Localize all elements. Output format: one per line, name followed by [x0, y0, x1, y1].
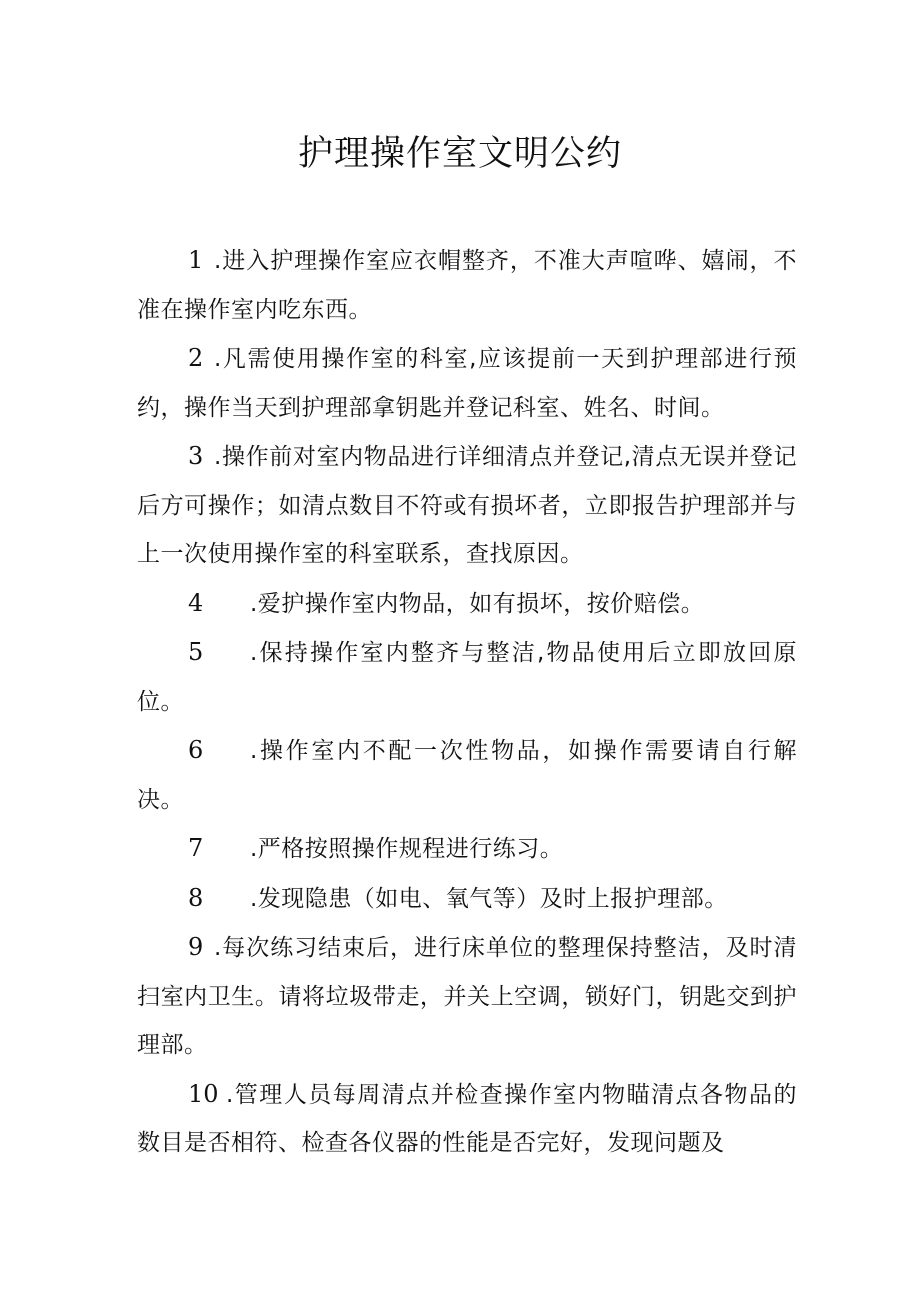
rule-number: 1	[188, 246, 204, 274]
rule-text: .发现隐患（如电、氧气等）及时上报护理部。	[250, 885, 728, 912]
rule-text: .每次练习结束后，进行床单位的整理保持整洁，及时清扫室内卫生。请将垃圾带走，并关上空调，锁好门，钥匙交到护理部。	[137, 935, 797, 1058]
rule-item-5	[137, 628, 797, 726]
rule-number: 10	[188, 1079, 219, 1108]
rule-item-10	[137, 1070, 797, 1168]
rule-text: .保持操作室内整齐与整洁,物品使用后立即放回原位。	[137, 640, 797, 715]
rule-text: .严格按照操作规程进行练习。	[250, 836, 564, 862]
rule-list	[137, 236, 797, 1168]
rule-text: .操作室内不配一次性物品，如操作需要请自行解决。	[137, 738, 797, 813]
rule-item-2	[137, 334, 797, 432]
rule-text: .爱护操作室内物品，如有损坏，按价赔偿。	[250, 590, 705, 617]
rule-item-1	[137, 236, 797, 334]
rule-text: .进入护理操作室应衣帽整齐，不准大声喧哗、嬉闹，不准在操作室内吃东西。	[137, 248, 797, 323]
rule-number: 9	[188, 933, 204, 961]
rule-text: .操作前对室内物品进行详细清点并登记,清点无误并登记后方可操作；如清点数目不符或有损坏者，立即报告护理部并与上一次使用操作室的科室联系，查找原因。	[137, 444, 797, 567]
document-title: 护理操作室文明公约	[297, 134, 622, 174]
rule-number: 3	[188, 442, 204, 470]
rule-number: 2	[188, 344, 204, 372]
rule-number: 8	[188, 883, 204, 912]
rule-item-4	[137, 579, 797, 629]
rule-item-3	[137, 432, 797, 579]
rule-item-8	[137, 874, 797, 924]
rule-text: .凡需使用操作室的科室,应该提前一天到护理部进行预约，操作当天到护理部拿钥匙并登记科室、姓名、时间。	[137, 346, 797, 421]
rule-text: .管理人员每周清点并检查操作室内物瞄清点各物品的数目是否相符、检查各仪器的性能是否完好，发现问题及	[137, 1081, 797, 1156]
rule-number: 6	[188, 736, 204, 764]
rule-number: 7	[188, 834, 204, 862]
rule-item-6	[137, 726, 797, 824]
rule-number: 4	[188, 588, 204, 617]
rule-item-7	[137, 824, 797, 874]
rule-item-9	[137, 923, 797, 1070]
rule-number: 5	[188, 638, 204, 666]
